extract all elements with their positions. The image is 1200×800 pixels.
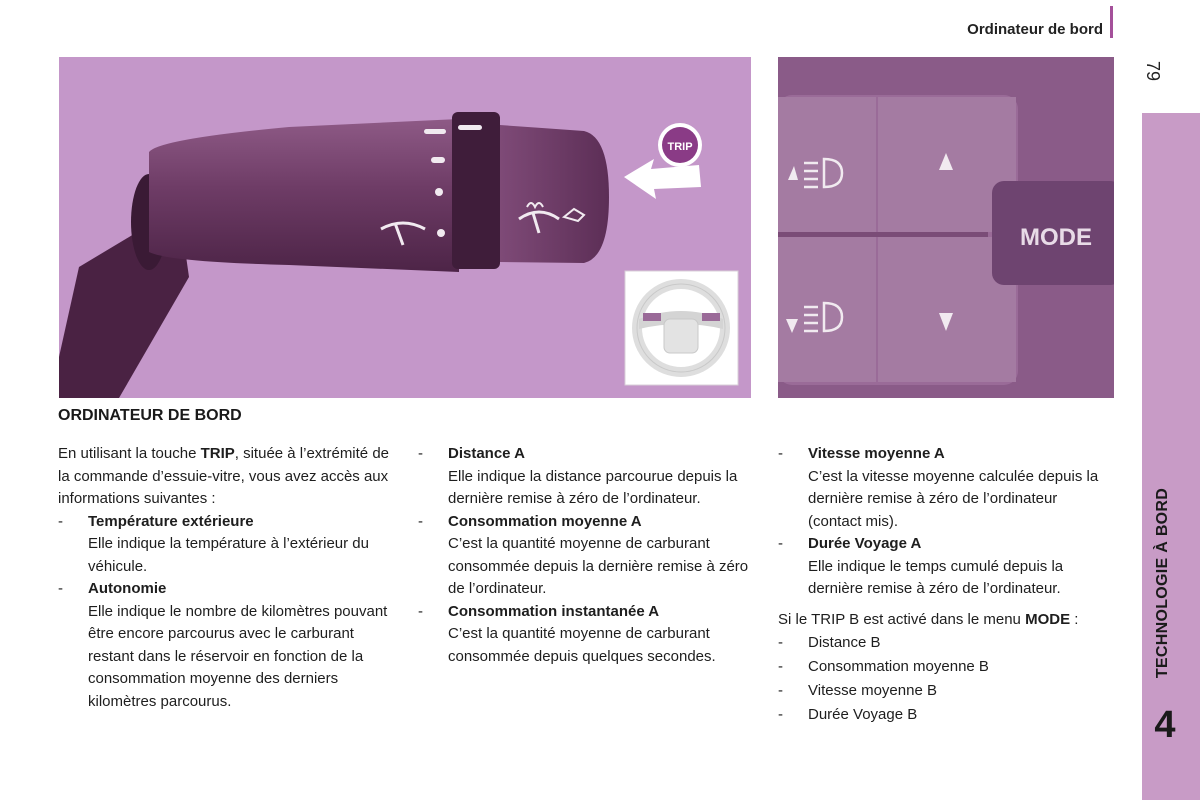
list-item: - Distance B [778, 632, 1108, 655]
list-item-description: Elle indique la température à l’extérieur du véhicule. [88, 535, 369, 575]
mode-buttons-illustration [778, 57, 1114, 398]
list-item-term: Vitesse moyenne A [808, 445, 945, 462]
list-item-label: Vitesse moyenne B [808, 682, 937, 699]
text-column-3 [778, 443, 1108, 727]
list-item: - Température extérieure [58, 511, 393, 534]
collar-marker [458, 125, 482, 130]
collar-marker [424, 129, 446, 134]
pointer-arrow-icon [624, 159, 701, 199]
text-column-2 [418, 443, 758, 668]
header-accent-rule [1110, 6, 1113, 38]
headlamp-down-button [778, 237, 876, 382]
mode-buttons-figure [778, 57, 1114, 398]
intro-text-end: , située à l’extrémité de la commande d’essuie-vitre, vous avez accès aux informations suivantes : [58, 445, 390, 507]
list-item-term: Consommation instantanée A [448, 602, 660, 620]
list-item: - Consommation moyenne B [778, 656, 1108, 679]
list-item-term: Température extérieure [88, 512, 254, 530]
list-item: - Vitesse moyenne A [778, 443, 1108, 466]
list-item: - Distance A [418, 443, 758, 466]
list-item-term: Consommation moyenne A [448, 512, 642, 530]
list-item-description: Elle indique la distance parcourue depuis la dernière remise à zéro de l’ordinateur. [448, 467, 738, 507]
list-item: - Autonomie [58, 578, 393, 601]
page-number: 79 [1143, 60, 1164, 82]
text-column-1 [58, 443, 393, 713]
list-item-term: Distance A [448, 445, 525, 462]
stalk-body [149, 119, 459, 272]
wiper-stalk-illustration [59, 57, 751, 398]
section-title: ORDINATEUR DE BORD [58, 407, 242, 424]
list-item: - Durée Voyage A [778, 533, 1108, 556]
collar-marker [437, 229, 445, 237]
list-item-description: C’est la quantité moyenne de carburant consommée depuis la dernière remise à zéro de l’ordinateur. [448, 535, 749, 597]
list-item-term: Durée Voyage A [808, 535, 922, 552]
list-item: - Consommation instantanée A [418, 601, 758, 624]
wiper-stalk-figure [59, 57, 751, 398]
trip-b-bold-text: MODE [1025, 610, 1071, 628]
trip-button-label: TRIP [667, 141, 693, 153]
intro-bold-text: TRIP [200, 445, 235, 462]
list-item: - Consommation moyenne A [418, 511, 758, 534]
intro-paragraph [58, 443, 393, 511]
list-item: - Durée Voyage B [778, 704, 1108, 727]
collar-marker [431, 157, 445, 163]
trip-b-text: Si le TRIP B est activé dans le menu [778, 610, 1026, 628]
list-item-description: Elle indique le temps cumulé depuis la dernière remise à zéro de l’ordinateur. [808, 557, 1064, 597]
intro-text: En utilisant la touche [58, 445, 201, 462]
list-item-label: Distance B [808, 634, 881, 651]
headlamp-up-button [778, 97, 876, 232]
trip-b-paragraph [778, 609, 1108, 632]
trip-b-text-end: : [1070, 610, 1079, 628]
list-item-description: Elle indique le nombre de kilomètres pouvant être encore parcourus avec le carburant restant dans le réservoir en fonction de la consommation moyenne des derniers kilomètres parcourus. [88, 602, 388, 710]
chapter-number: 4 [1154, 704, 1176, 746]
list-item-description: C’est la vitesse moyenne calculée depuis la dernière remise à zéro de l’ordinateur (contact mis). [808, 467, 1099, 530]
chapter-label: TECHNOLOGIE À BORD [1154, 487, 1171, 679]
list-item-label: Consommation moyenne B [808, 658, 989, 675]
mode-button-label: MODE [1020, 224, 1092, 251]
stalk-end-cap [500, 125, 609, 263]
list-item: - Vitesse moyenne B [778, 680, 1108, 703]
list-item-description: C’est la quantité moyenne de carburant consommée depuis quelques secondes. [448, 625, 716, 665]
collar-marker [435, 188, 443, 196]
stalk-collar [452, 112, 500, 269]
list-item-label: Durée Voyage B [808, 706, 918, 723]
running-header-title: Ordinateur de bord [967, 21, 1103, 38]
chapter-side-tab [1142, 113, 1200, 800]
list-item-term: Autonomie [88, 580, 167, 597]
chapter-side-tab-label [1142, 478, 1184, 688]
